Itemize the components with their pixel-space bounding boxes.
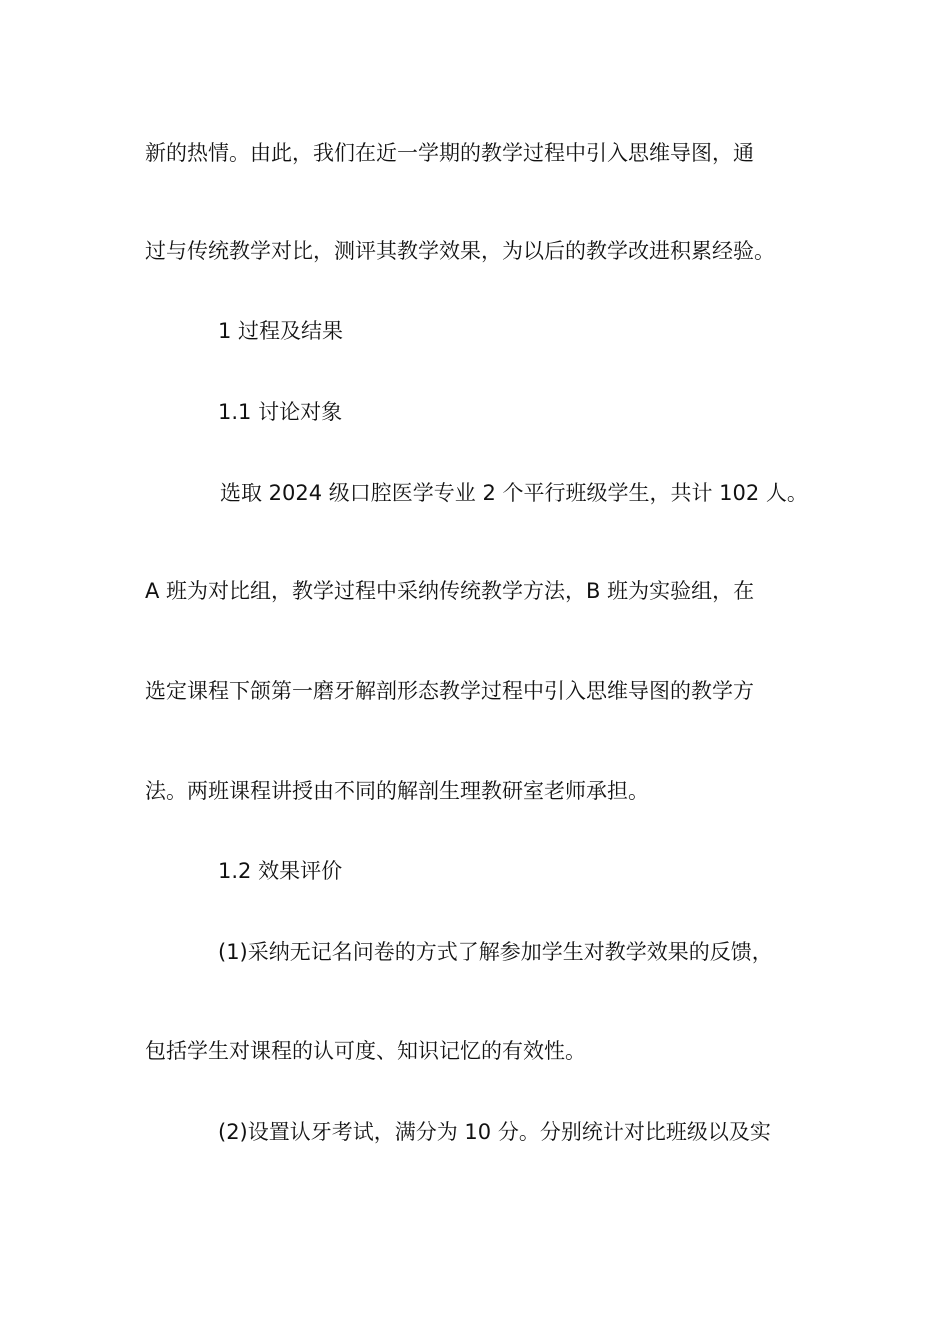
paragraph-line: 选定课程下颌第一磨牙解剖形态教学过程中引入思维导图的教学方	[145, 679, 754, 703]
paragraph-line: (2)设置认牙考试，满分为 10 分。分别统计对比班级以及实	[218, 1120, 771, 1144]
paragraph-line: 过与传统教学对比，测评其教学效果，为以后的教学改进积累经验。	[145, 239, 775, 263]
paragraph-line: (1)采纳无记名问卷的方式了解参加学生对教学效果的反馈，	[218, 940, 773, 964]
paragraph-line: A 班为对比组，教学过程中采纳传统教学方法，B 班为实验组，在	[145, 579, 755, 603]
paragraph-line: 选取 2024 级口腔医学专业 2 个平行班级学生，共计 102 人。	[220, 481, 808, 505]
paragraph-line: 法。两班课程讲授由不同的解剖生理教研室老师承担。	[145, 779, 649, 803]
paragraph-line: 包括学生对课程的认可度、知识记忆的有效性。	[145, 1039, 586, 1063]
paragraph-line: 新的热情。由此，我们在近一学期的教学过程中引入思维导图，通	[145, 141, 754, 165]
subsection-heading: 1.2 效果评价	[218, 859, 343, 883]
section-heading: 1 过程及结果	[218, 319, 344, 343]
subsection-heading: 1.1 讨论对象	[218, 400, 343, 424]
